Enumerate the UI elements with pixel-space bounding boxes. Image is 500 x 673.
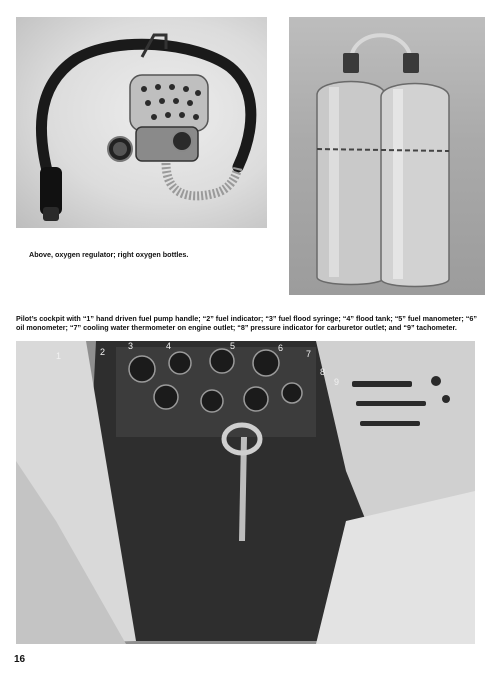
callout-2: 2 — [100, 347, 106, 357]
page-number: 16 — [14, 654, 26, 665]
cockpit-caption: Pilot’s cockpit with “1” hand driven fuel pump handle; “2” fuel indicator; “3” fuel flood syringe; “4” flood tank; “5” fuel manometer; “6” oil monometer; “7” cooling water thermometer on engine outlet; “8” pressure indicator for carburetor outlet; and “9” tachometer. — [16, 314, 477, 333]
callout-1: 1 — [56, 351, 62, 361]
callout-3: 3 — [128, 341, 134, 351]
callout-8: 8 — [320, 367, 326, 377]
oxygen-bottles-photo — [289, 17, 485, 295]
callout-9: 9 — [334, 377, 340, 387]
callout-6: 6 — [278, 343, 284, 353]
oxygen-regulator-photo — [16, 17, 267, 228]
cockpit-photo — [16, 341, 475, 644]
callout-5: 5 — [230, 341, 236, 351]
callout-4: 4 — [166, 341, 172, 351]
callout-7: 7 — [306, 349, 312, 359]
oxygen-caption: Above, oxygen regulator; right oxygen bottles. — [29, 250, 189, 259]
